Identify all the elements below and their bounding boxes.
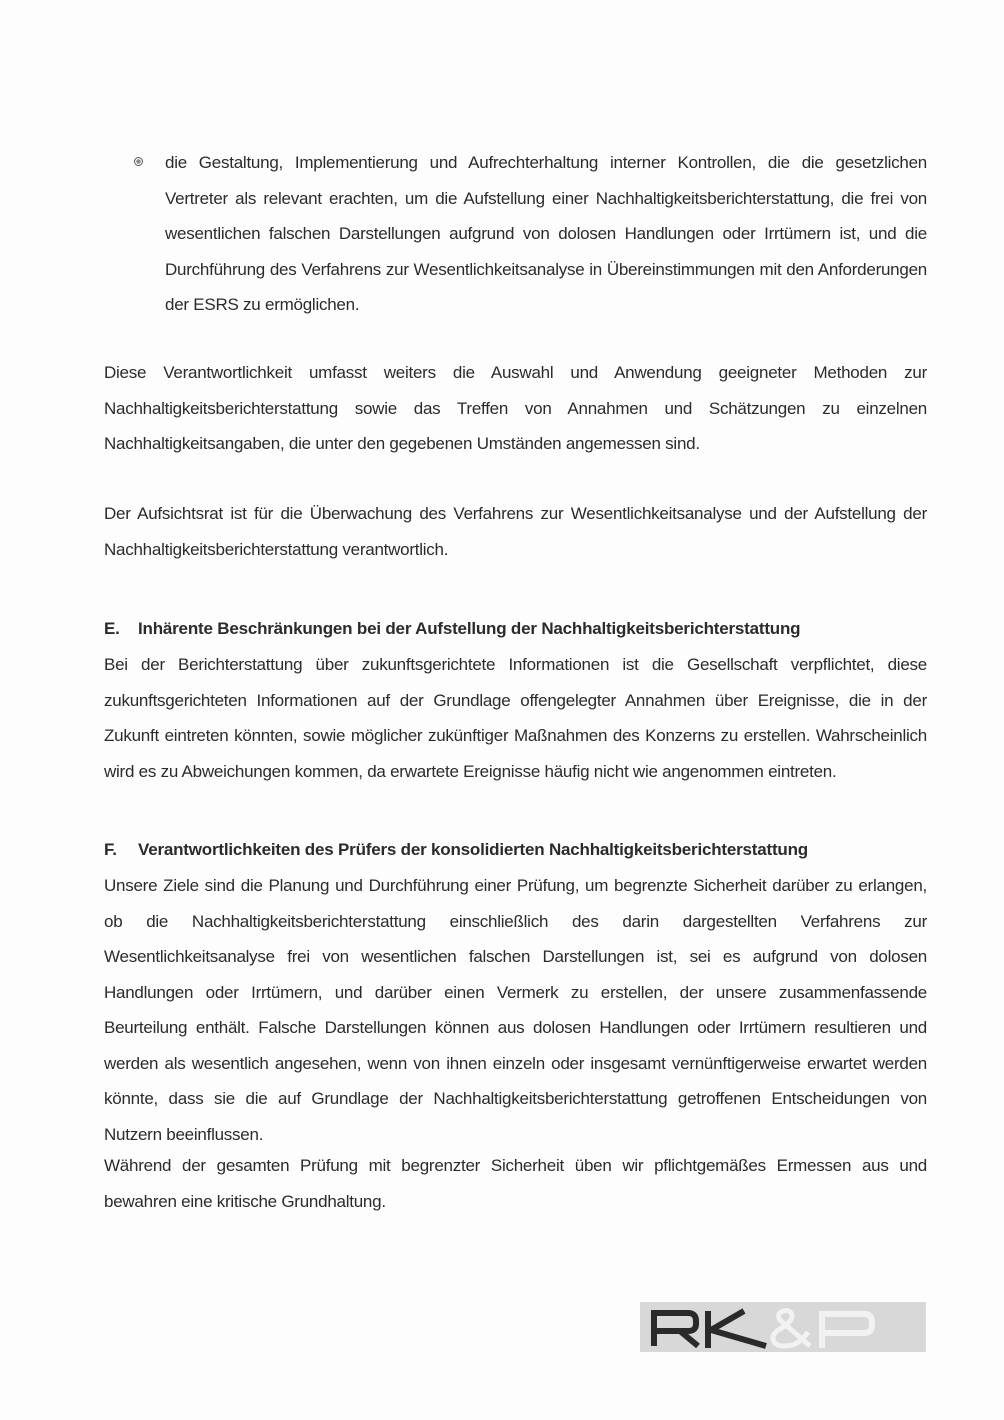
section-f-body: Unsere Ziele sind die Planung und Durchführung einer Prüfung, um begrenzte Sicherheit darüber zu erlangen, ob die Nachhaltigkeitsberichterstattung einschließlich des darin dargestellten Verfahrens zur Wesentlichkeitsanalyse frei von wesentlichen falschen Darstellungen ist, sei es aufgrund von dolosen Handlungen oder Irrtümern, und darüber einen Vermerk zu erstellen, der unsere zusammenfassende Beurteilung enthält. Falsche Darstellungen können aus dolosen Handlungen oder Irrtümern resultieren und werden als wesentlich angesehen, wenn von ihnen einzeln oder insgesamt vernünftigerweise erwartet werden könnte, dass sie die auf Grundlage der Nachhaltigkeitsberichterstattung getroffenen Entscheidungen von Nutzern beeinflussen.: [104, 876, 927, 1144]
logo-letter-p: [822, 1314, 872, 1348]
bullet-circle-icon: [134, 157, 143, 166]
section-e-letter: E.: [104, 619, 120, 638]
section-f-title: Verantwortlichkeiten des Prüfers der konsolidierten Nachhaltigkeitsberichterstattung: [138, 840, 808, 859]
rkp-logo-mark: [640, 1302, 926, 1352]
section-e-heading: [104, 617, 927, 641]
section-f-heading: [104, 838, 927, 862]
logo-letter-k: [708, 1311, 766, 1348]
section-e-title: Inhärente Beschränkungen bei der Aufstellung der Nachhaltigkeitsberichterstattung: [138, 619, 801, 638]
logo-letter-r: [654, 1313, 698, 1346]
section-f-letter: F.: [104, 840, 117, 859]
logo-ampersand: [773, 1311, 810, 1347]
rkp-logo: [640, 1302, 926, 1352]
section-f-closing: Während der gesamten Prüfung mit begrenzter Sicherheit üben wir pflichtgemäßes Ermessen aus und bewahren eine kritische Grundhaltung.: [104, 1156, 927, 1211]
paragraph-supervisory-board: Der Aufsichtsrat ist für die Überwachung des Verfahrens zur Wesentlichkeitsanalyse und der Aufstellung der Nachhaltigkeitsberichterstattung verantwortlich.: [104, 504, 927, 559]
section-e-body: Bei der Berichterstattung über zukunftsgerichtete Informationen ist die Gesellschaft verpflichtet, diese zukunftsgerichteten Informationen auf der Grundlage offengelegter Annahmen über Ereignisse, die in der Zukunft eintreten könnten, sowie möglicher zukünftiger Maßnahmen des Konzerns zu erstellen. Wahrscheinlich wird es zu Abweichungen kommen, da erwartete Ereignisse häufig nicht wie angenommen eintreten.: [104, 655, 927, 781]
bullet-text: die Gestaltung, Implementierung und Aufrechterhaltung interner Kontrollen, die die gesetzlichen Vertreter als relevant erachten, um die Aufstellung einer Nachhaltigkeitsberichterstattung, die frei von wesentlichen falschen Darstellungen aufgrund von dolosen Handlungen oder Irrtümern ist, und die Durchführung des Verfahrens zur Wesentlichkeitsanalyse in Übereinstimmungen mit den Anforderungen der ESRS zu ermöglichen.: [165, 153, 927, 314]
paragraph-responsibility-methods: Diese Verantwortlichkeit umfasst weiters die Auswahl und Anwendung geeigneter Methoden zur Nachhaltigkeitsberichterstattung sowie das Treffen von Annahmen und Schätzungen zu einzelnen Nachhaltigkeitsangaben, die unter den gegebenen Umständen angemessen sind.: [104, 363, 927, 453]
